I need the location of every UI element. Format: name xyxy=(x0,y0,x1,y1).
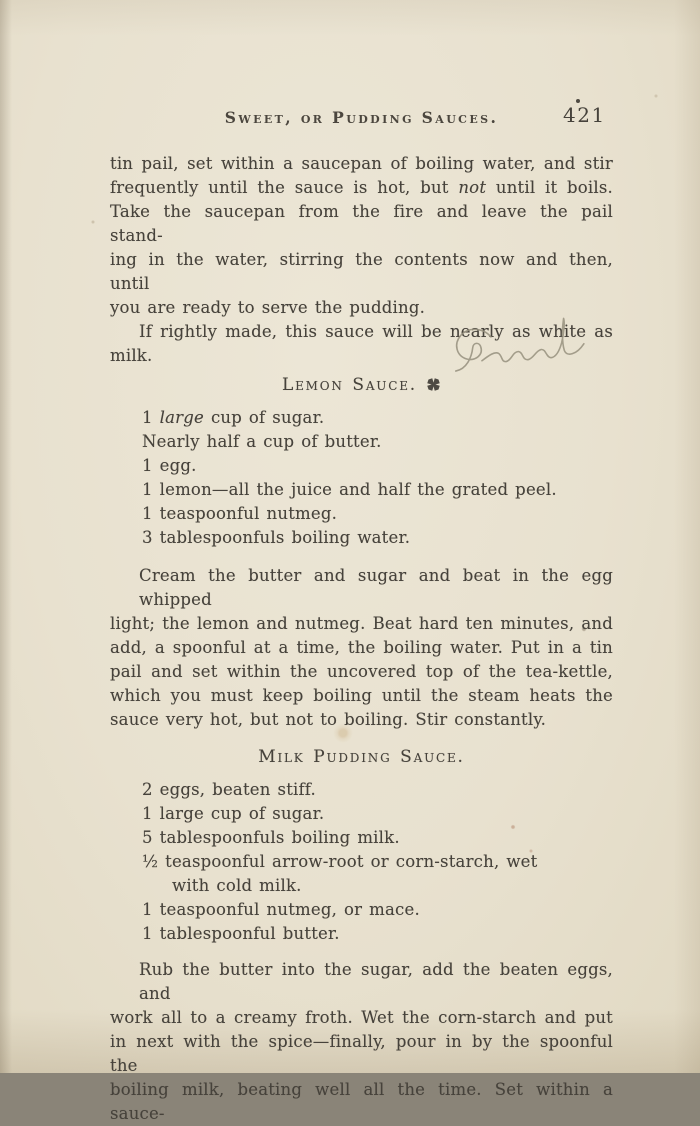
text-line: pail and set within the uncovered top of the tea-kettle, xyxy=(110,662,613,681)
text-line: sauce very hot, but not to boiling. Stir constantly. xyxy=(110,710,547,729)
ingredient-line: 1 large cup of sugar. xyxy=(142,408,325,427)
ingredient-line: Nearly half a cup of butter. xyxy=(142,432,382,451)
maltese-cross-icon xyxy=(426,377,441,392)
pencil-stroke-g xyxy=(452,328,493,371)
paragraph-milk-pudding-sauce-method xyxy=(110,958,613,1126)
text-line: in next with the spice—finally, pour in by the spoonful the xyxy=(110,1032,613,1075)
ingredient-line: 1 tablespoonful butter. xyxy=(142,924,340,943)
ingredient-line: 1 egg. xyxy=(142,456,197,475)
text-line: work all to a creamy froth. Wet the corn-starch and put xyxy=(110,1008,613,1027)
milk-pudding-sauce-heading-label: Milk Pudding Sauce. xyxy=(258,747,465,767)
ingredient-line: 1 teaspoonful nutmeg, or mace. xyxy=(142,900,420,919)
running-head-title: Sweet, or Pudding Sauces. xyxy=(224,108,499,127)
section-heading-milk-pudding-sauce xyxy=(110,745,613,769)
pencil-stroke-ood xyxy=(479,317,585,364)
text-line: which you must keep boiling until the steam heats the xyxy=(110,686,613,705)
handwritten-annotation-good xyxy=(447,310,600,387)
text-line: add, a spoonful at a time, the boiling water. Put in a tin xyxy=(110,638,613,657)
lemon-sauce-heading-label: Lemon Sauce. xyxy=(282,375,417,395)
ingredient-line: 1 lemon—all the juice and half the grated peel. xyxy=(142,480,557,499)
text-line: frequently until the sauce is hot, but not until it boils. xyxy=(110,178,614,197)
ingredient-line: 2 eggs, beaten stiff. xyxy=(142,780,316,799)
text-line: milk. xyxy=(110,346,153,365)
ingredient-line: 1 teaspoonful nutmeg. xyxy=(142,504,338,523)
text-line: Rub the butter into the sugar, add the beaten eggs, and xyxy=(139,960,613,1003)
ink-dot xyxy=(576,99,580,103)
ingredient-line: 1 large cup of sugar. xyxy=(142,804,325,823)
ingredient-line: 3 tablespoonfuls boiling water. xyxy=(142,528,411,547)
ingredient-line: ½ teaspoonful arrow-root or corn-starch, wet with cold milk. xyxy=(142,852,538,895)
text-line: Cream the butter and sugar and beat in the egg whipped xyxy=(139,566,613,609)
ingredient-list-milk-pudding-sauce xyxy=(110,778,613,946)
text-line: you are ready to serve the pudding. xyxy=(110,298,426,317)
text-line: ing in the water, stirring the contents now and then, until xyxy=(110,250,613,293)
page-number: 421 xyxy=(563,103,606,127)
text-line: light; the lemon and nutmeg. Beat hard ten minutes, and xyxy=(110,614,613,633)
text-line: tin pail, set within a saucepan of boiling water, and stir xyxy=(110,154,613,173)
ingredient-line: 5 tablespoonfuls boiling milk. xyxy=(142,828,400,847)
paragraph-lemon-sauce-method xyxy=(110,564,613,732)
text-line: If rightly made, this sauce will be nearly as white as xyxy=(139,322,613,341)
text-line: Take the saucepan from the fire and leave the pail stand- xyxy=(110,202,613,245)
paragraph-continuation xyxy=(110,152,613,320)
page-content xyxy=(110,152,613,1126)
ingredient-list-lemon-sauce xyxy=(110,406,613,550)
text-line: boiling milk, beating well all the time. Set within a sauce- xyxy=(110,1080,613,1123)
